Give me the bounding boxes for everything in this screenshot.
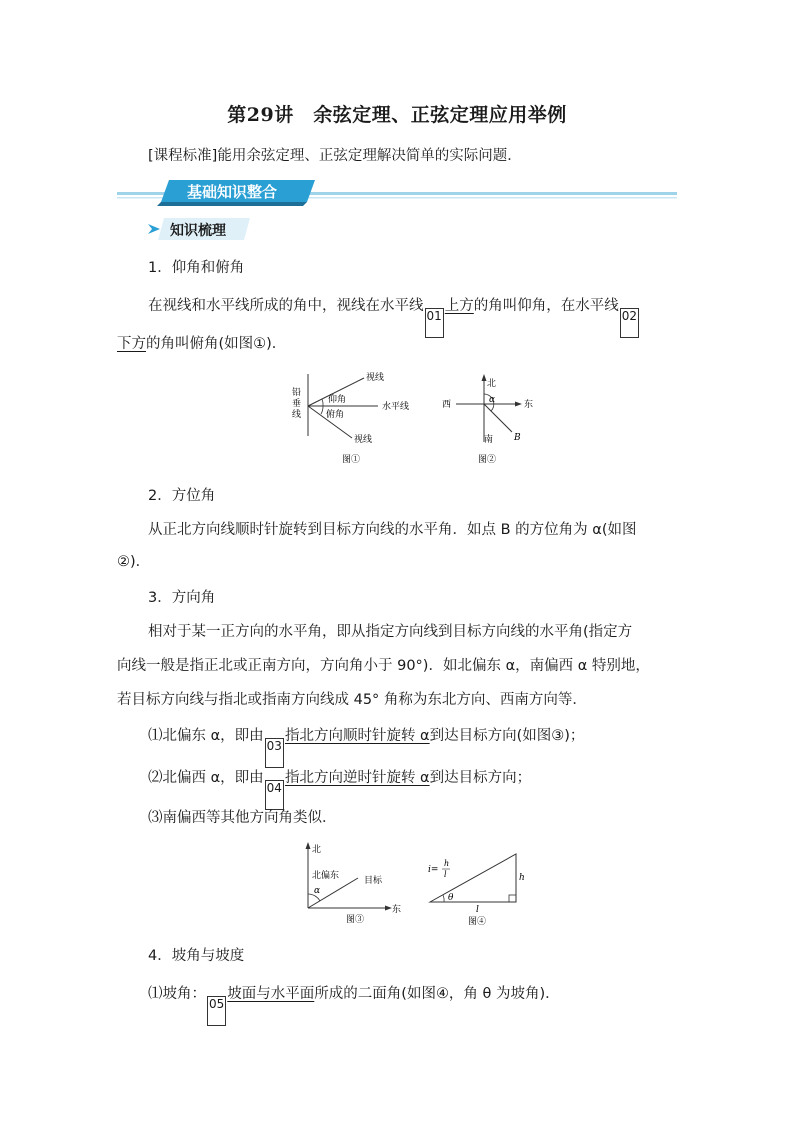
label-alpha-3: α [314,886,321,896]
section-2-line-2: ②)． [117,554,151,570]
label-elevation: 仰角 [328,395,347,405]
answer-box-01: 01 [425,308,444,338]
label-slope-i: i= [428,865,439,875]
answer-01: 上方 [444,298,474,314]
label-south: 南 [484,435,494,445]
answer-02: 下方 [117,336,146,352]
label-height-h: h [519,873,525,883]
section-3-heading: 3．方向角 [148,590,216,606]
section-3-line-2: 向线一般是指正北或正南方向，方向角小于 90°)．如北偏东 α，南偏西 α 特别地， [117,658,650,674]
figure-3-caption: 图③ [346,915,365,925]
label-target: 目标 [364,876,383,886]
label-alpha-2: α [489,395,496,405]
answer-05: 坡面与水平面 [227,986,315,1002]
label-north-3: 北 [312,845,322,855]
sub-banner-title: 知识梳理 [170,223,226,239]
label-east-2: 东 [524,400,534,410]
section-banner [117,178,677,208]
east-arrow-icon [385,906,392,911]
sub-banner [146,215,256,243]
answer-04: 指北方向逆时针旋转 α [284,770,430,786]
section-4-item-1: ⑴坡角：05坡面与水平面所成的二面角(如图④，角 θ 为坡角)． [148,984,560,1026]
label-horizontal: 水平线 [382,402,410,412]
page-title: 第29讲 余弦定理、正弦定理应用举例 [227,104,567,126]
label-north-2: 北 [487,379,497,389]
section-2-line-1: 从正北方向线顺时针旋转到目标方向线的水平角．如点 B 的方位角为 α(如图 [148,522,637,538]
arrow-icon [148,224,160,234]
label-length-l: l [476,905,479,915]
figure-2 [438,370,548,468]
section-3-item-2: ⑵北偏西 α，即由04指北方向逆时针旋转 α到达目标方向； [148,768,531,810]
figure-4-caption: 图④ [468,917,487,927]
section-1-line-1: 在视线和水平线所成的角中，视线在水平线01上方的角叫仰角，在水平线02 [148,296,640,338]
course-standard: [课程标准]能用余弦定理、正弦定理解决简单的实际问题． [148,148,522,164]
answer-box-05: 05 [207,996,226,1026]
section-3-item-1: ⑴北偏东 α，即由03指北方向顺时针旋转 α到达目标方向(如图③)； [148,726,584,768]
answer-box-04: 04 [265,780,284,810]
label-vertical-1: 铅垂线 [292,388,302,420]
label-point-b: B [514,433,521,443]
section-3-line-3: 若目标方向线与指北或指南方向线成 45° 角称为东北方向、西南方向等． [117,692,587,708]
section-4-heading: 4．坡角与坡度 [148,948,245,964]
east-arrow-icon [515,402,522,407]
label-sight-up: 视线 [366,373,385,383]
figure-1 [286,368,426,468]
section-1-heading: 1．仰角和俯角 [148,260,245,276]
label-frac-h: h [444,859,450,868]
section-3-line-1: 相对于某一正方向的水平角，即从指定方向线到目标方向线的水平角(指定方 [148,624,633,640]
label-east-3: 东 [392,905,402,915]
answer-box-03: 03 [265,738,284,768]
figure-3 [296,838,406,928]
label-west: 西 [442,400,452,410]
label-frac-l: l [444,870,447,879]
north-arrow-icon [306,842,311,849]
answer-03: 指北方向顺时针旋转 α [284,728,430,744]
label-depression: 俯角 [326,410,345,420]
figure-4 [426,850,536,928]
north-arrow-icon [482,374,487,381]
label-north-east: 北偏东 [312,871,340,881]
section-1-line-2: 下方的角叫俯角(如图①)． [117,336,287,352]
answer-box-02: 02 [620,308,639,338]
section-2-heading: 2．方位角 [148,488,216,504]
figure-2-caption: 图② [478,455,497,465]
label-theta: θ [448,893,454,903]
section-3-item-3: ⑶南偏西等其他方向角类似． [148,810,337,826]
banner-title: 基础知识整合 [187,183,278,201]
label-sight-down: 视线 [354,435,373,445]
figure-1-caption: 图① [342,455,361,465]
